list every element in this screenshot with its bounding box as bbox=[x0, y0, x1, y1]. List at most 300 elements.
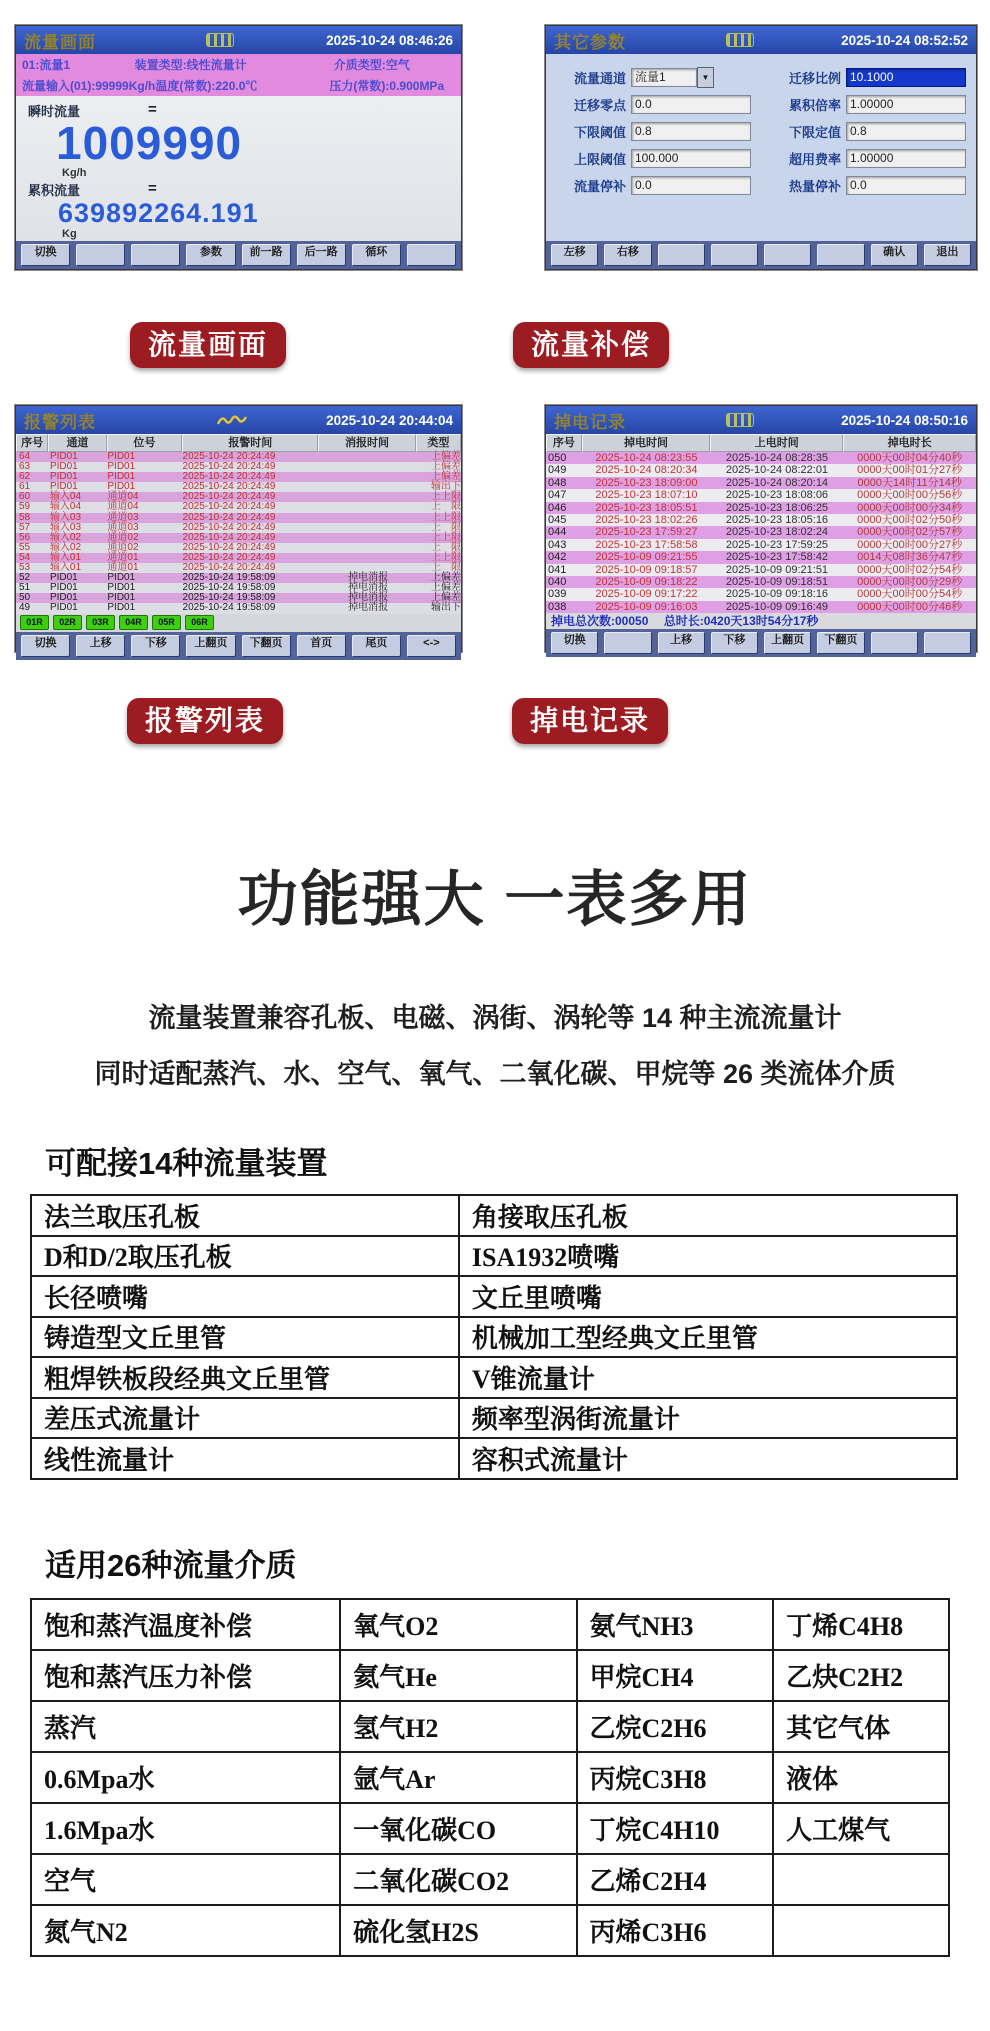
param-value-field[interactable]: 0.0 bbox=[846, 176, 966, 195]
alarm-screen-title: 报警列表 bbox=[24, 412, 96, 432]
alarm-cell: 61 bbox=[19, 481, 31, 493]
power-cell: 2025-10-09 09:16:49 bbox=[725, 600, 829, 613]
alarm-cell: 上 限 bbox=[430, 541, 461, 553]
instant-flow-unit: Kg/h bbox=[62, 167, 87, 179]
param-field-row bbox=[546, 66, 761, 89]
param-label: 累积倍率 bbox=[788, 98, 841, 113]
power-cell: 2025-10-23 17:58:42 bbox=[725, 551, 829, 564]
total-flow-label: 累积流量 bbox=[28, 183, 81, 198]
param-value-field[interactable]: 1.00000 bbox=[846, 149, 966, 168]
flow-softkey-bar bbox=[16, 241, 461, 269]
alarm-cell: 上上限 bbox=[430, 551, 461, 563]
table-row bbox=[31, 1357, 957, 1398]
total-flow-unit: Kg bbox=[62, 228, 77, 240]
device-type-label: 装置类型:线性流量计 bbox=[134, 58, 247, 72]
alarm-cell: 掉电消报 bbox=[348, 572, 389, 584]
alarm-cell: 上 限 bbox=[430, 521, 461, 533]
alarm-cell: 64 bbox=[19, 451, 31, 462]
power-cell: 044 bbox=[548, 526, 567, 539]
power-cell: 0000天00时02分57秒 bbox=[857, 526, 963, 539]
device-cell: 法兰取压孔板 bbox=[31, 1195, 459, 1236]
relay-badge: 02R bbox=[53, 615, 82, 630]
alarm-cell: 49 bbox=[19, 602, 31, 614]
media-cell: 人工煤气 bbox=[773, 1803, 949, 1854]
alarm-screen bbox=[15, 405, 462, 652]
alarm-cell: 通道03 bbox=[107, 521, 139, 533]
power-row bbox=[546, 526, 976, 538]
flow-datetime: 2025-10-24 08:46:26 bbox=[326, 32, 453, 48]
table-row bbox=[31, 1317, 957, 1358]
power-cell: 2025-10-23 18:02:26 bbox=[595, 513, 698, 526]
softkey-切换[interactable]: 切换 bbox=[21, 244, 70, 266]
caption-flow-compensation: 流量补偿 bbox=[513, 322, 669, 368]
power-cell: 2025-10-23 18:02:24 bbox=[725, 526, 829, 539]
alarm-cell: 上 限 bbox=[430, 562, 461, 574]
total-flow-value: 639892264.191 bbox=[58, 198, 259, 228]
flow-screen bbox=[15, 25, 462, 270]
power-cell: 047 bbox=[548, 489, 567, 502]
power-cell: 0000天00时00分27秒 bbox=[857, 538, 963, 551]
power-col-header: 掉电时间 bbox=[582, 434, 711, 452]
relay-badge: 04R bbox=[119, 615, 148, 630]
power-cell: 045 bbox=[548, 513, 567, 526]
softkey-blank[interactable] bbox=[764, 244, 811, 266]
media-cell: 丙烷C3H8 bbox=[577, 1752, 774, 1803]
alarm-cell: 2025-10-24 20:24:49 bbox=[182, 521, 276, 533]
alarm-cell: PID01 bbox=[49, 602, 78, 614]
power-col-header: 序号 bbox=[546, 434, 582, 452]
media-cell: 蒸汽 bbox=[31, 1701, 340, 1752]
alarm-cell: PID01 bbox=[49, 451, 78, 462]
device-cell: 长径喷嘴 bbox=[31, 1276, 459, 1317]
table-row bbox=[31, 1701, 949, 1752]
alarm-cell bbox=[320, 482, 417, 492]
alarm-cell bbox=[320, 452, 417, 462]
alarm-cell: 2025-10-24 20:24:49 bbox=[182, 461, 276, 473]
alarm-cell: PID01 bbox=[49, 481, 78, 493]
alarm-cell: 2025-10-24 20:24:49 bbox=[182, 551, 276, 563]
alarm-cell: 通道01 bbox=[107, 551, 139, 563]
params-datetime: 2025-10-24 08:52:52 bbox=[841, 32, 968, 48]
params-softkey-bar bbox=[546, 241, 976, 269]
caption-power-record: 掉电记录 bbox=[512, 698, 668, 744]
media-cell: 乙炔C2H2 bbox=[773, 1650, 949, 1701]
power-cell: 0000天00时02分50秒 bbox=[857, 513, 963, 526]
power-cell: 2025-10-23 18:09:00 bbox=[595, 476, 698, 489]
alarm-cell: 2025-10-24 19:58:09 bbox=[182, 582, 276, 594]
alarm-cell: 62 bbox=[19, 471, 31, 483]
param-field-row bbox=[761, 147, 976, 170]
channel-label: 01:流量1 bbox=[22, 58, 71, 72]
alarm-cell: 输入01 bbox=[49, 562, 82, 574]
alarm-cell: 2025-10-24 19:58:09 bbox=[182, 602, 276, 614]
power-col-header: 上电时间 bbox=[710, 434, 843, 452]
main-headline: 功能强大 一表多用 bbox=[237, 866, 753, 933]
softkey-<->[interactable]: <-> bbox=[407, 635, 456, 657]
param-value-field[interactable]: 0.0 bbox=[631, 176, 751, 195]
softkey-首页[interactable]: 首页 bbox=[297, 635, 346, 657]
device-cell: 机械加工型经典文丘里管 bbox=[459, 1317, 957, 1358]
power-row bbox=[546, 551, 976, 563]
flow-input-label: 流量输入(01):99999Kg/h温度(常数):220.0℃ bbox=[22, 79, 258, 93]
power-titlebar bbox=[546, 406, 976, 434]
subtitle-devices: 流量装置兼容孔板、电磁、涡街、涡轮等 14 种主流流量计 bbox=[148, 1003, 842, 1033]
alarm-table-header bbox=[16, 434, 461, 452]
power-cell: 046 bbox=[548, 501, 567, 514]
power-cell: 0014天08时36分47秒 bbox=[857, 551, 963, 564]
flow-screen-title: 流量画面 bbox=[24, 32, 96, 52]
media-cell: 饱和蒸汽压力补偿 bbox=[31, 1650, 340, 1701]
alarm-cell: 上偏差 bbox=[430, 461, 461, 473]
alarm-cell bbox=[320, 492, 417, 502]
power-cell: 2025-10-24 08:28:35 bbox=[725, 452, 829, 464]
media-cell: 其它气体 bbox=[773, 1701, 949, 1752]
media-cell: 丙烯C3H6 bbox=[577, 1905, 774, 1956]
power-row bbox=[546, 601, 976, 613]
alarm-cell: 2025-10-24 20:24:49 bbox=[182, 541, 276, 553]
alarm-cell: 2025-10-24 20:24:49 bbox=[182, 491, 276, 503]
power-cell: 2025-10-09 09:18:22 bbox=[595, 575, 698, 588]
softkey-下移[interactable]: 下移 bbox=[711, 632, 758, 654]
power-cell: 048 bbox=[548, 476, 567, 489]
power-cell: 0000天00时02分54秒 bbox=[857, 563, 963, 576]
power-row bbox=[546, 576, 976, 588]
alarm-cell bbox=[320, 502, 417, 512]
table-row bbox=[31, 1236, 957, 1277]
battery-indicator-icon bbox=[726, 33, 754, 47]
media-cell: 一氧化碳CO bbox=[340, 1803, 576, 1854]
power-row bbox=[546, 502, 976, 514]
softkey-下移[interactable]: 下移 bbox=[131, 635, 180, 657]
softkey-blank[interactable] bbox=[871, 632, 918, 654]
params-screen bbox=[545, 25, 977, 270]
alarm-cell: PID01 bbox=[107, 602, 136, 614]
softkey-下翻页[interactable]: 下翻页 bbox=[242, 635, 291, 657]
alarm-cell bbox=[320, 543, 417, 553]
media-cell: 丁烷C4H10 bbox=[577, 1803, 774, 1854]
softkey-下翻页[interactable]: 下翻页 bbox=[817, 632, 864, 654]
alarm-cell: PID01 bbox=[107, 451, 136, 462]
softkey-上移[interactable]: 上移 bbox=[76, 635, 125, 657]
softkey-上翻页[interactable]: 上翻页 bbox=[186, 635, 235, 657]
softkey-参数[interactable]: 参数 bbox=[186, 244, 235, 266]
table-row bbox=[31, 1752, 949, 1803]
media-cell: 空气 bbox=[31, 1854, 340, 1905]
param-value-field[interactable]: 100.000 bbox=[631, 149, 751, 168]
alarm-cell: 输出下 bbox=[430, 602, 461, 614]
softkey-blank[interactable] bbox=[924, 632, 971, 654]
power-cell: 2025-10-23 18:05:51 bbox=[595, 501, 698, 514]
flow-info-row2 bbox=[16, 75, 461, 96]
media-cell: 氢气H2 bbox=[340, 1701, 576, 1752]
alarm-cell: 52 bbox=[19, 572, 31, 584]
power-cell: 2025-10-09 09:16:03 bbox=[595, 600, 698, 613]
params-form bbox=[546, 54, 976, 241]
power-cell: 0000天00时00分34秒 bbox=[857, 501, 963, 514]
alarm-cell: 2025-10-24 20:24:49 bbox=[182, 451, 276, 462]
alarm-cell: 输入04 bbox=[49, 491, 82, 503]
alarm-cell: 58 bbox=[19, 511, 31, 523]
battery-indicator-icon bbox=[206, 33, 234, 47]
alarm-cell: PID01 bbox=[107, 461, 136, 473]
power-screen-title: 掉电记录 bbox=[554, 412, 626, 432]
power-cell: 0000天00时00分54秒 bbox=[857, 588, 963, 601]
power-cell: 2025-10-23 18:07:10 bbox=[595, 489, 698, 502]
power-cell: 0000天00时01分27秒 bbox=[857, 464, 963, 477]
param-label: 下限阈值 bbox=[573, 125, 626, 140]
relay-badge: 03R bbox=[86, 615, 115, 630]
param-field-row bbox=[761, 66, 976, 89]
power-row bbox=[546, 452, 976, 464]
media-cell bbox=[773, 1905, 949, 1956]
alarm-cell: 2025-10-24 20:24:49 bbox=[182, 501, 276, 513]
flow-info-row1 bbox=[16, 54, 461, 75]
power-cell: 040 bbox=[548, 575, 567, 588]
alarm-titlebar bbox=[16, 406, 461, 434]
alarm-cell: 通道03 bbox=[107, 511, 139, 523]
power-col-header: 掉电时长 bbox=[843, 434, 976, 452]
alarm-cell: 通道04 bbox=[107, 501, 139, 513]
table-row bbox=[31, 1650, 949, 1701]
alarm-cell: 56 bbox=[19, 531, 31, 543]
param-label: 热量停补 bbox=[788, 179, 841, 194]
softkey-右移[interactable]: 右移 bbox=[604, 244, 651, 266]
params-titlebar bbox=[546, 26, 976, 54]
softkey-blank[interactable] bbox=[407, 244, 456, 266]
table-row bbox=[31, 1398, 957, 1439]
power-cell: 2025-10-09 09:18:51 bbox=[725, 575, 829, 588]
relay-status-badges bbox=[16, 614, 461, 632]
alarm-cell: PID01 bbox=[49, 572, 78, 584]
alarm-cell: 通道01 bbox=[107, 562, 139, 574]
alarm-col-header: 报警时间 bbox=[182, 434, 318, 452]
power-cell: 050 bbox=[548, 452, 567, 464]
relay-badge: 06R bbox=[185, 615, 214, 630]
alarm-cell: 53 bbox=[19, 562, 31, 574]
alarm-cell: 上偏差 bbox=[430, 572, 461, 584]
alarm-cell: 掉电消报 bbox=[348, 602, 389, 614]
power-row bbox=[546, 564, 976, 576]
power-cell: 0000天00时00分56秒 bbox=[857, 489, 963, 502]
device-cell: 文丘里喷嘴 bbox=[459, 1276, 957, 1317]
softkey-blank[interactable] bbox=[131, 244, 180, 266]
softkey-切换[interactable]: 切换 bbox=[21, 635, 70, 657]
power-cell: 2025-10-09 09:18:16 bbox=[725, 588, 829, 601]
softkey-切换[interactable]: 切换 bbox=[551, 632, 598, 654]
softkey-循环[interactable]: 循环 bbox=[352, 244, 401, 266]
power-record-screen bbox=[545, 405, 977, 652]
media-cell: 丁烯C4H8 bbox=[773, 1599, 949, 1650]
softkey-blank[interactable] bbox=[711, 244, 758, 266]
power-cell: 2025-10-23 18:06:25 bbox=[725, 501, 829, 514]
media-cell: 0.6Mpa水 bbox=[31, 1752, 340, 1803]
media-cell: 氧气O2 bbox=[340, 1599, 576, 1650]
alarm-cell: 掉电消报 bbox=[348, 582, 389, 594]
alarm-cell: 2025-10-24 20:24:49 bbox=[182, 481, 276, 493]
power-table-header bbox=[546, 434, 976, 452]
device-cell: 线性流量计 bbox=[31, 1438, 459, 1479]
power-datetime: 2025-10-24 08:50:16 bbox=[841, 412, 968, 428]
alarm-cell: 输入03 bbox=[49, 521, 82, 533]
alarm-cell: 输入04 bbox=[49, 501, 82, 513]
param-field-row bbox=[761, 93, 976, 116]
power-table-rows bbox=[546, 452, 976, 613]
param-label: 超用费率 bbox=[788, 152, 841, 167]
devices-table bbox=[30, 1194, 958, 1480]
alarm-table-rows bbox=[16, 452, 461, 614]
table-row bbox=[31, 1438, 957, 1479]
table-row bbox=[31, 1276, 957, 1317]
alarm-cell: 2025-10-24 20:24:49 bbox=[182, 562, 276, 574]
power-cell: 2025-10-24 08:23:55 bbox=[595, 452, 698, 464]
media-cell: 氦气He bbox=[340, 1650, 576, 1701]
params-screen-title: 其它参数 bbox=[554, 32, 626, 52]
param-value-field[interactable]: 10.1000 bbox=[846, 68, 966, 87]
alarm-cell: 上上限 bbox=[430, 491, 461, 503]
media-table-heading: 适用26种流量介质 bbox=[45, 1548, 297, 1583]
param-value-field[interactable]: 流量1 bbox=[631, 68, 697, 87]
alarm-cell bbox=[320, 553, 417, 563]
softkey-上移[interactable]: 上移 bbox=[658, 632, 705, 654]
power-cell: 2025-10-09 09:21:51 bbox=[725, 563, 829, 576]
alarm-cell: 输入02 bbox=[49, 531, 82, 543]
power-row bbox=[546, 489, 976, 501]
device-cell: 粗焊铁板段经典文丘里管 bbox=[31, 1357, 459, 1398]
alarm-cell: 2025-10-24 19:58:09 bbox=[182, 592, 276, 604]
power-row bbox=[546, 514, 976, 526]
alarm-col-header: 位号 bbox=[107, 434, 183, 452]
device-cell: 差压式流量计 bbox=[31, 1398, 459, 1439]
media-cell bbox=[773, 1854, 949, 1905]
param-field-row bbox=[761, 174, 976, 197]
param-field-row bbox=[546, 93, 761, 116]
alarm-cell: 上上限 bbox=[430, 531, 461, 543]
power-cell: 2025-10-09 09:18:57 bbox=[595, 563, 698, 576]
media-cell: 氩气Ar bbox=[340, 1752, 576, 1803]
power-cell: 2025-10-09 09:17:22 bbox=[595, 588, 698, 601]
params-left-column bbox=[546, 66, 761, 241]
alarm-cell bbox=[320, 462, 417, 472]
power-cell: 0000天00时00分29秒 bbox=[857, 575, 963, 588]
softkey-blank[interactable] bbox=[76, 244, 125, 266]
device-cell: 频率型涡街流量计 bbox=[459, 1398, 957, 1439]
param-field-row bbox=[761, 120, 976, 143]
alarm-softkey-bar bbox=[16, 632, 461, 660]
param-value-field[interactable]: 0.8 bbox=[631, 122, 751, 141]
table-row bbox=[31, 1803, 949, 1854]
param-value-field[interactable]: 0.8 bbox=[846, 122, 966, 141]
media-cell: 氨气NH3 bbox=[577, 1599, 774, 1650]
alarm-col-header: 通道 bbox=[48, 434, 106, 452]
param-label: 迁移比例 bbox=[788, 71, 841, 86]
caption-flow-screen: 流量画面 bbox=[130, 322, 286, 368]
params-right-column bbox=[761, 66, 976, 241]
alarm-cell: 2025-10-24 19:58:09 bbox=[182, 572, 276, 584]
power-cell: 2025-10-23 17:59:27 bbox=[595, 526, 698, 539]
softkey-尾页[interactable]: 尾页 bbox=[352, 635, 401, 657]
power-row bbox=[546, 464, 976, 476]
power-cell: 0000天14时11分14秒 bbox=[857, 476, 962, 489]
alarm-cell: PID01 bbox=[107, 481, 136, 493]
alarm-cell: PID01 bbox=[107, 572, 136, 584]
param-label: 流量通道 bbox=[573, 71, 626, 86]
alarm-cell: 59 bbox=[19, 501, 31, 513]
alarm-cell: 输入03 bbox=[49, 511, 82, 523]
param-value-field[interactable]: 0.0 bbox=[631, 95, 751, 114]
table-row bbox=[31, 1195, 957, 1236]
alarm-row bbox=[16, 603, 461, 613]
power-row bbox=[546, 539, 976, 551]
pressure-label: 压力(常数):0.900MPa bbox=[329, 79, 445, 93]
device-cell: 铸造型文丘里管 bbox=[31, 1317, 459, 1358]
alarm-cell: PID01 bbox=[49, 471, 78, 483]
alarm-cell: 上上限 bbox=[430, 511, 461, 523]
power-cell: 2025-10-24 08:22:01 bbox=[725, 464, 829, 477]
param-label: 上限阈值 bbox=[573, 152, 626, 167]
alarm-cell: 63 bbox=[19, 461, 31, 473]
table-row bbox=[31, 1905, 949, 1956]
softkey-前一路[interactable]: 前一路 bbox=[242, 244, 291, 266]
param-label: 流量停补 bbox=[573, 179, 626, 194]
equals-sign: = bbox=[148, 101, 157, 118]
softkey-blank[interactable] bbox=[658, 244, 705, 266]
alarm-col-header: 类型 bbox=[416, 434, 461, 452]
alarm-cell: 通道02 bbox=[107, 541, 139, 553]
alarm-col-header: 序号 bbox=[16, 434, 48, 452]
subtitle-media: 同时适配蒸汽、水、空气、氧气、二氧化碳、甲烷等 26 类流体介质 bbox=[94, 1059, 896, 1089]
alarm-cell bbox=[320, 523, 417, 533]
caption-alarm-list: 报警列表 bbox=[127, 698, 283, 744]
power-cell: 041 bbox=[548, 563, 567, 576]
alarm-cell: 上偏差 bbox=[430, 471, 461, 483]
softkey-blank[interactable] bbox=[817, 244, 864, 266]
softkey-上翻页[interactable]: 上翻页 bbox=[764, 632, 811, 654]
alarm-cell: 上偏差 bbox=[430, 451, 461, 462]
device-cell: 角接取压孔板 bbox=[459, 1195, 957, 1236]
softkey-blank[interactable] bbox=[604, 632, 651, 654]
instant-flow-value: 1009990 bbox=[56, 117, 243, 169]
alarm-cell bbox=[320, 513, 417, 523]
dropdown-arrow-icon[interactable]: ▼ bbox=[697, 67, 714, 88]
alarm-cell: 上偏差 bbox=[430, 592, 461, 604]
media-cell: 乙烯C2H4 bbox=[577, 1854, 774, 1905]
alarm-cell: 55 bbox=[19, 541, 31, 553]
alarm-cell: 2025-10-24 20:24:49 bbox=[182, 471, 276, 483]
param-field-row bbox=[546, 120, 761, 143]
media-cell: 氮气N2 bbox=[31, 1905, 340, 1956]
relay-badge: 01R bbox=[20, 615, 49, 630]
power-cell: 2025-10-23 17:59:25 bbox=[725, 538, 829, 551]
power-cell: 042 bbox=[548, 551, 567, 564]
param-value-field[interactable]: 1.00000 bbox=[846, 95, 966, 114]
media-cell: 乙烷C2H6 bbox=[577, 1701, 774, 1752]
alarm-cell: 通道04 bbox=[107, 491, 139, 503]
device-cell: ISA1932喷嘴 bbox=[459, 1236, 957, 1277]
softkey-退出[interactable]: 退出 bbox=[924, 244, 971, 266]
device-cell: V锥流量计 bbox=[459, 1357, 957, 1398]
device-cell: 容积式流量计 bbox=[459, 1438, 957, 1479]
power-cell: 038 bbox=[548, 600, 567, 613]
alarm-cell: PID01 bbox=[49, 582, 78, 594]
alarm-cell: 输入01 bbox=[49, 551, 82, 563]
softkey-后一路[interactable]: 后一路 bbox=[297, 244, 346, 266]
softkey-确认[interactable]: 确认 bbox=[871, 244, 918, 266]
alarm-cell: PID01 bbox=[107, 582, 136, 594]
total-flow-row bbox=[28, 180, 449, 199]
softkey-左移[interactable]: 左移 bbox=[551, 244, 598, 266]
power-softkey-bar bbox=[546, 629, 976, 657]
alarm-cell: 50 bbox=[19, 592, 31, 604]
